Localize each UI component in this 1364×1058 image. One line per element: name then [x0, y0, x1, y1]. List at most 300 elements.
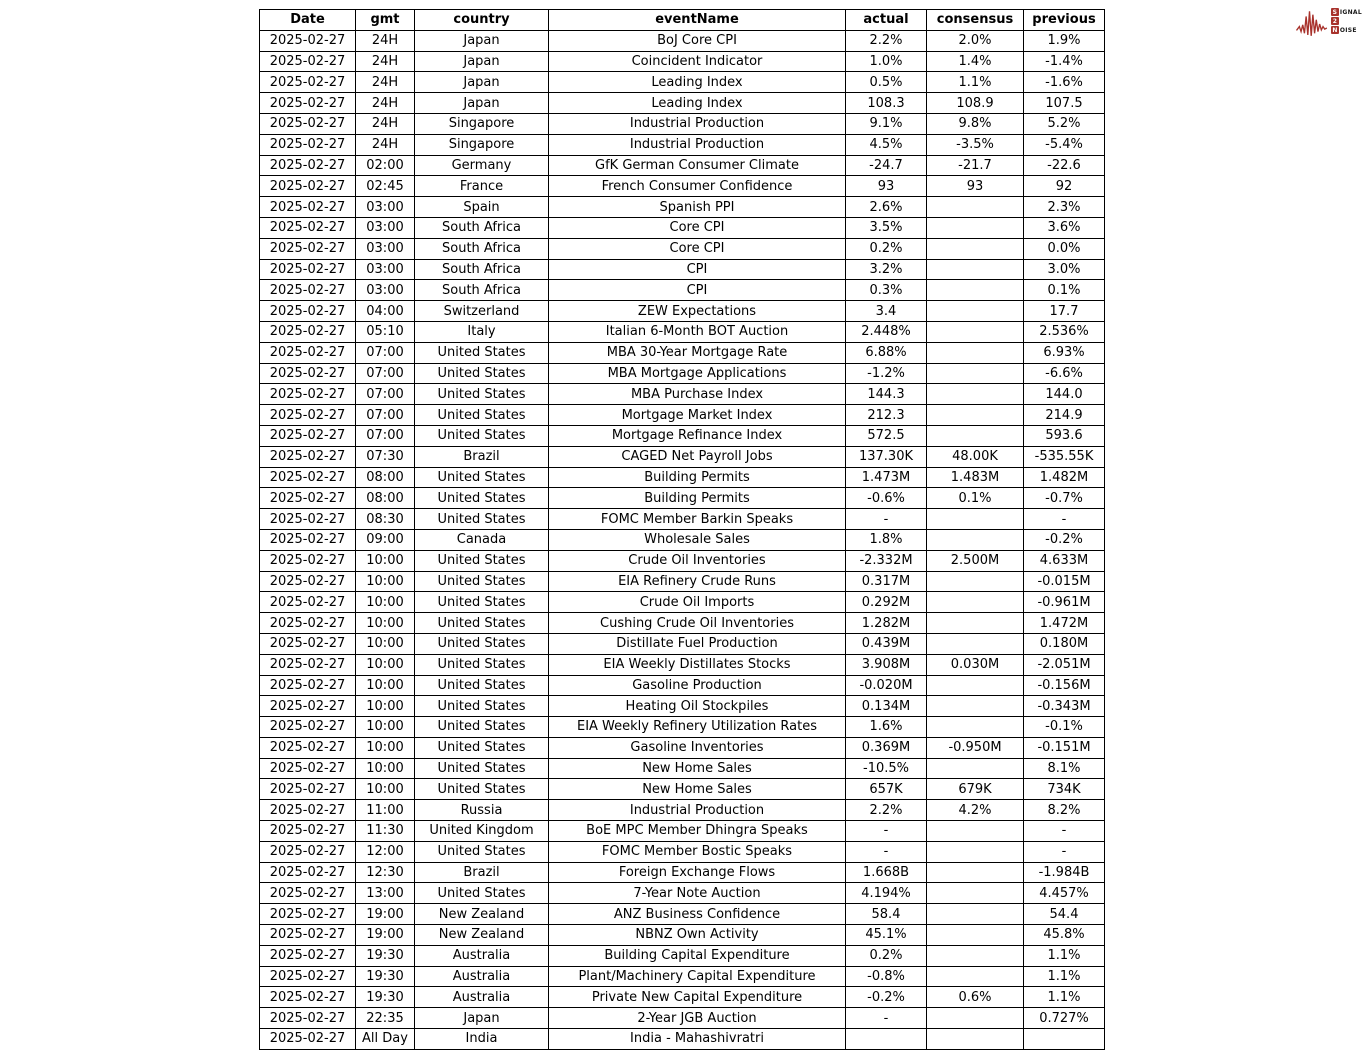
table-cell: 10:00 [356, 654, 415, 675]
column-header-gmt: gmt [356, 10, 415, 31]
table-row [260, 945, 1105, 966]
table-row [260, 342, 1105, 363]
table-cell: 679K [927, 779, 1024, 800]
table-cell: United States [415, 550, 549, 571]
table-cell: 2025-02-27 [260, 384, 356, 405]
table-cell [927, 509, 1024, 530]
table-cell: 10:00 [356, 633, 415, 654]
table-cell: MBA Purchase Index [549, 384, 846, 405]
table-cell: South Africa [415, 280, 549, 301]
table-cell: Gasoline Inventories [549, 737, 846, 758]
table-row [260, 925, 1105, 946]
table-cell: Industrial Production [549, 800, 846, 821]
table-cell: United States [415, 737, 549, 758]
table-cell: 2025-02-27 [260, 72, 356, 93]
table-cell: 2025-02-27 [260, 405, 356, 426]
table-cell: United States [415, 696, 549, 717]
table-row [260, 904, 1105, 925]
table-cell: New Zealand [415, 904, 549, 925]
table-cell: 1.8% [846, 529, 927, 550]
table-cell: 1.1% [1024, 945, 1105, 966]
table-cell: 05:10 [356, 321, 415, 342]
table-cell: New Zealand [415, 925, 549, 946]
table-cell: United States [415, 488, 549, 509]
table-row [260, 425, 1105, 446]
table-cell: - [846, 821, 927, 842]
table-cell: Japan [415, 93, 549, 114]
table-cell [927, 592, 1024, 613]
table-cell: 02:00 [356, 155, 415, 176]
table-cell: 19:30 [356, 987, 415, 1008]
table-cell: -3.5% [927, 134, 1024, 155]
table-row [260, 280, 1105, 301]
table-cell: 1.4% [927, 51, 1024, 72]
table-cell: Russia [415, 800, 549, 821]
table-row [260, 384, 1105, 405]
table-cell: - [1024, 841, 1105, 862]
table-cell: Japan [415, 30, 549, 51]
table-cell: 17.7 [1024, 301, 1105, 322]
table-cell: 1.1% [927, 72, 1024, 93]
table-cell: EIA Refinery Crude Runs [549, 571, 846, 592]
table-row [260, 363, 1105, 384]
table-cell: United States [415, 405, 549, 426]
logo-text-oise: OISE [1339, 26, 1357, 34]
table-cell: 2.2% [846, 30, 927, 51]
logo-text [1331, 8, 1362, 34]
table-row [260, 883, 1105, 904]
table-cell: 0.6% [927, 987, 1024, 1008]
table-cell: 2025-02-27 [260, 821, 356, 842]
table-cell: 45.1% [846, 925, 927, 946]
logo-line-noise [1331, 26, 1362, 34]
logo-letterbox-s: S [1332, 8, 1337, 16]
table-cell: India - Mahashivratri [549, 1029, 846, 1050]
table-cell: MBA 30-Year Mortgage Rate [549, 342, 846, 363]
table-cell: 24H [356, 93, 415, 114]
table-cell: United States [415, 384, 549, 405]
event-table-body [260, 30, 1105, 1049]
table-cell: 657K [846, 779, 927, 800]
table-cell: 2025-02-27 [260, 696, 356, 717]
table-cell: 1.1% [1024, 987, 1105, 1008]
table-cell: - [846, 841, 927, 862]
table-cell: South Africa [415, 238, 549, 259]
table-cell: 2025-02-27 [260, 1029, 356, 1050]
table-cell: 2025-02-27 [260, 613, 356, 634]
table-row [260, 1029, 1105, 1050]
table-cell: Crude Oil Inventories [549, 550, 846, 571]
table-cell: 07:30 [356, 446, 415, 467]
table-cell: 07:00 [356, 425, 415, 446]
logo-line-signal [1331, 8, 1362, 16]
table-cell: 0.439M [846, 633, 927, 654]
table-cell: 02:45 [356, 176, 415, 197]
table-cell: -5.4% [1024, 134, 1105, 155]
table-cell: 2025-02-27 [260, 197, 356, 218]
table-cell: United States [415, 654, 549, 675]
table-cell: -0.961M [1024, 592, 1105, 613]
table-cell: Distillate Fuel Production [549, 633, 846, 654]
table-cell: 4.457% [1024, 883, 1105, 904]
table-cell: Industrial Production [549, 113, 846, 134]
table-cell: 0.1% [927, 488, 1024, 509]
table-cell: Australia [415, 987, 549, 1008]
table-cell: 24H [356, 30, 415, 51]
table-row [260, 217, 1105, 238]
table-cell: 107.5 [1024, 93, 1105, 114]
table-cell: 8.2% [1024, 800, 1105, 821]
table-cell [927, 363, 1024, 384]
table-cell: 3.0% [1024, 259, 1105, 280]
table-cell [927, 862, 1024, 883]
table-cell: 2025-02-27 [260, 550, 356, 571]
table-cell: 45.8% [1024, 925, 1105, 946]
table-cell: 144.0 [1024, 384, 1105, 405]
table-cell: 24H [356, 51, 415, 72]
table-cell: 2025-02-27 [260, 488, 356, 509]
logo-text-ignal: IGNAL [1339, 8, 1362, 16]
table-cell [927, 571, 1024, 592]
table-cell: 4.633M [1024, 550, 1105, 571]
table-row [260, 571, 1105, 592]
table-cell: 10:00 [356, 592, 415, 613]
table-cell: 2025-02-27 [260, 717, 356, 738]
table-cell: -0.015M [1024, 571, 1105, 592]
table-cell: 0.180M [1024, 633, 1105, 654]
table-cell: 2025-02-27 [260, 363, 356, 384]
table-cell: 0.369M [846, 737, 927, 758]
table-cell: -535.55K [1024, 446, 1105, 467]
table-cell [927, 633, 1024, 654]
table-row [260, 93, 1105, 114]
table-cell: 04:00 [356, 301, 415, 322]
table-cell: ANZ Business Confidence [549, 904, 846, 925]
table-cell: 2025-02-27 [260, 113, 356, 134]
table-cell: 2025-02-27 [260, 425, 356, 446]
table-cell: 2025-02-27 [260, 259, 356, 280]
table-cell: EIA Weekly Refinery Utilization Rates [549, 717, 846, 738]
table-cell: CPI [549, 280, 846, 301]
table-cell: New Home Sales [549, 779, 846, 800]
table-header-row [260, 10, 1105, 31]
table-cell: 48.00K [927, 446, 1024, 467]
table-cell: Crude Oil Imports [549, 592, 846, 613]
table-cell: 1.1% [1024, 966, 1105, 987]
table-cell: BoE MPC Member Dhingra Speaks [549, 821, 846, 842]
table-cell: United States [415, 675, 549, 696]
table-cell [927, 425, 1024, 446]
table-cell [927, 280, 1024, 301]
table-cell: Japan [415, 72, 549, 93]
table-cell: Germany [415, 155, 549, 176]
table-row [260, 966, 1105, 987]
table-cell: -0.6% [846, 488, 927, 509]
table-row [260, 529, 1105, 550]
table-cell: South Africa [415, 217, 549, 238]
table-cell: 0.2% [846, 238, 927, 259]
table-cell: 5.2% [1024, 113, 1105, 134]
table-cell: United States [415, 425, 549, 446]
table-cell: Italy [415, 321, 549, 342]
table-cell: 2025-02-27 [260, 987, 356, 1008]
table-cell: 03:00 [356, 217, 415, 238]
table-cell: 1.6% [846, 717, 927, 738]
table-row [260, 405, 1105, 426]
table-cell: Industrial Production [549, 134, 846, 155]
table-cell: 8.1% [1024, 758, 1105, 779]
table-cell: 0.1% [1024, 280, 1105, 301]
table-cell: 2025-02-27 [260, 217, 356, 238]
table-cell [927, 1008, 1024, 1029]
table-cell: -21.7 [927, 155, 1024, 176]
table-cell: -1.2% [846, 363, 927, 384]
table-cell: 572.5 [846, 425, 927, 446]
table-row [260, 259, 1105, 280]
table-cell: Spain [415, 197, 549, 218]
table-cell: 0.292M [846, 592, 927, 613]
table-row [260, 675, 1105, 696]
table-row [260, 488, 1105, 509]
table-cell: 0.0% [1024, 238, 1105, 259]
table-cell: Coincident Indicator [549, 51, 846, 72]
table-cell: Building Capital Expenditure [549, 945, 846, 966]
table-cell: 214.9 [1024, 405, 1105, 426]
table-cell [927, 696, 1024, 717]
table-cell [927, 613, 1024, 634]
table-cell [927, 321, 1024, 342]
table-cell: -0.950M [927, 737, 1024, 758]
table-cell: Leading Index [549, 93, 846, 114]
table-cell: 10:00 [356, 675, 415, 696]
table-cell: 58.4 [846, 904, 927, 925]
table-cell: 1.482M [1024, 467, 1105, 488]
table-cell: 19:00 [356, 925, 415, 946]
table-cell: 2.500M [927, 550, 1024, 571]
table-cell [927, 342, 1024, 363]
table-cell: 144.3 [846, 384, 927, 405]
table-cell: 08:00 [356, 488, 415, 509]
table-cell: 11:30 [356, 821, 415, 842]
table-cell: 11:00 [356, 800, 415, 821]
table-cell: MBA Mortgage Applications [549, 363, 846, 384]
table-cell: Australia [415, 966, 549, 987]
table-row [260, 592, 1105, 613]
table-cell: Building Permits [549, 467, 846, 488]
table-cell: 2025-02-27 [260, 592, 356, 613]
table-cell: Core CPI [549, 217, 846, 238]
table-cell: United States [415, 342, 549, 363]
table-cell [927, 883, 1024, 904]
table-cell: Switzerland [415, 301, 549, 322]
table-cell: -22.6 [1024, 155, 1105, 176]
logo-line-2 [1331, 17, 1362, 25]
table-cell: 2025-02-27 [260, 51, 356, 72]
table-cell: -10.5% [846, 758, 927, 779]
table-cell: 2025-02-27 [260, 529, 356, 550]
table-cell: 2025-02-27 [260, 467, 356, 488]
table-cell: India [415, 1029, 549, 1050]
table-cell: 19:30 [356, 966, 415, 987]
table-cell: 1.483M [927, 467, 1024, 488]
table-cell: Spanish PPI [549, 197, 846, 218]
table-row [260, 1008, 1105, 1029]
table-cell: CAGED Net Payroll Jobs [549, 446, 846, 467]
table-cell: Brazil [415, 446, 549, 467]
table-cell: 2025-02-27 [260, 509, 356, 530]
table-cell: 2025-02-27 [260, 571, 356, 592]
table-cell: 2025-02-27 [260, 93, 356, 114]
table-cell: 3.908M [846, 654, 927, 675]
table-cell: 13:00 [356, 883, 415, 904]
table-cell: 08:30 [356, 509, 415, 530]
table-cell: 0.5% [846, 72, 927, 93]
table-cell: -24.7 [846, 155, 927, 176]
table-cell: FOMC Member Bostic Speaks [549, 841, 846, 862]
table-cell: New Home Sales [549, 758, 846, 779]
table-cell: 10:00 [356, 696, 415, 717]
table-row [260, 800, 1105, 821]
table-row [260, 51, 1105, 72]
table-cell: -1.984B [1024, 862, 1105, 883]
table-cell: 9.1% [846, 113, 927, 134]
table-cell: - [846, 1008, 927, 1029]
table-row [260, 758, 1105, 779]
table-cell: 2025-02-27 [260, 841, 356, 862]
table-cell: -1.6% [1024, 72, 1105, 93]
table-cell: 2025-02-27 [260, 925, 356, 946]
table-cell: 3.6% [1024, 217, 1105, 238]
table-cell: United States [415, 633, 549, 654]
table-cell: 03:00 [356, 280, 415, 301]
table-cell: 92 [1024, 176, 1105, 197]
table-cell: 108.9 [927, 93, 1024, 114]
table-cell [927, 717, 1024, 738]
table-cell: 4.2% [927, 800, 1024, 821]
table-cell: -6.6% [1024, 363, 1105, 384]
table-cell: 7-Year Note Auction [549, 883, 846, 904]
table-cell: 12:00 [356, 841, 415, 862]
table-cell: United States [415, 779, 549, 800]
table-cell: All Day [356, 1029, 415, 1050]
column-header-eventname: eventName [549, 10, 846, 31]
table-cell [927, 841, 1024, 862]
table-cell: 07:00 [356, 384, 415, 405]
table-row [260, 696, 1105, 717]
table-cell: 10:00 [356, 758, 415, 779]
table-row [260, 113, 1105, 134]
table-cell: Foreign Exchange Flows [549, 862, 846, 883]
table-cell: 2.536% [1024, 321, 1105, 342]
table-cell [927, 904, 1024, 925]
table-cell: -0.8% [846, 966, 927, 987]
table-cell: 0.3% [846, 280, 927, 301]
table-header [260, 10, 1105, 31]
table-cell: 212.3 [846, 405, 927, 426]
table-cell: 0.134M [846, 696, 927, 717]
table-cell: 2025-02-27 [260, 30, 356, 51]
table-cell [927, 217, 1024, 238]
table-cell [927, 259, 1024, 280]
table-cell: 10:00 [356, 717, 415, 738]
table-cell [927, 925, 1024, 946]
table-cell [927, 405, 1024, 426]
table-cell: 1.668B [846, 862, 927, 883]
table-cell: 2025-02-27 [260, 883, 356, 904]
table-cell: CPI [549, 259, 846, 280]
table-cell: 2.0% [927, 30, 1024, 51]
table-cell: 2.2% [846, 800, 927, 821]
table-cell: 24H [356, 72, 415, 93]
table-cell: 0.030M [927, 654, 1024, 675]
table-cell: 03:00 [356, 197, 415, 218]
table-cell: - [1024, 821, 1105, 842]
table-cell: South Africa [415, 259, 549, 280]
table-cell: 03:00 [356, 238, 415, 259]
waveform-icon [1296, 6, 1335, 42]
table-cell: -0.7% [1024, 488, 1105, 509]
table-cell: 734K [1024, 779, 1105, 800]
table-cell [927, 384, 1024, 405]
table-row [260, 509, 1105, 530]
table-cell [927, 1029, 1024, 1050]
column-header-consensus: consensus [927, 10, 1024, 31]
table-cell: 07:00 [356, 405, 415, 426]
table-cell [927, 301, 1024, 322]
table-cell: Singapore [415, 134, 549, 155]
table-cell: - [846, 509, 927, 530]
table-cell: 2025-02-27 [260, 758, 356, 779]
table-cell: FOMC Member Barkin Speaks [549, 509, 846, 530]
table-cell: 19:30 [356, 945, 415, 966]
table-cell: 2025-02-27 [260, 737, 356, 758]
table-cell: Japan [415, 51, 549, 72]
table-cell: -2.051M [1024, 654, 1105, 675]
table-cell: 2025-02-27 [260, 1008, 356, 1029]
table-cell: Leading Index [549, 72, 846, 93]
table-cell: 22:35 [356, 1008, 415, 1029]
table-cell: 3.2% [846, 259, 927, 280]
table-cell: 1.473M [846, 467, 927, 488]
table-cell: 2-Year JGB Auction [549, 1008, 846, 1029]
table-cell: 1.9% [1024, 30, 1105, 51]
table-cell: United States [415, 509, 549, 530]
table-cell: -2.332M [846, 550, 927, 571]
table-cell: 108.3 [846, 93, 927, 114]
table-cell: 2.448% [846, 321, 927, 342]
table-cell: -0.2% [1024, 529, 1105, 550]
table-cell [927, 758, 1024, 779]
table-cell: Canada [415, 529, 549, 550]
table-cell: -0.020M [846, 675, 927, 696]
table-cell: Core CPI [549, 238, 846, 259]
table-row [260, 550, 1105, 571]
table-cell: 09:00 [356, 529, 415, 550]
table-row [260, 72, 1105, 93]
table-cell: 2025-02-27 [260, 779, 356, 800]
table-cell: - [1024, 509, 1105, 530]
table-row [260, 841, 1105, 862]
table-cell: United States [415, 883, 549, 904]
table-cell: 2.6% [846, 197, 927, 218]
column-header-actual: actual [846, 10, 927, 31]
table-cell: 08:00 [356, 467, 415, 488]
table-cell: United States [415, 571, 549, 592]
table-cell: 93 [927, 176, 1024, 197]
table-cell: 07:00 [356, 342, 415, 363]
table-cell: 10:00 [356, 571, 415, 592]
table-cell: United States [415, 363, 549, 384]
